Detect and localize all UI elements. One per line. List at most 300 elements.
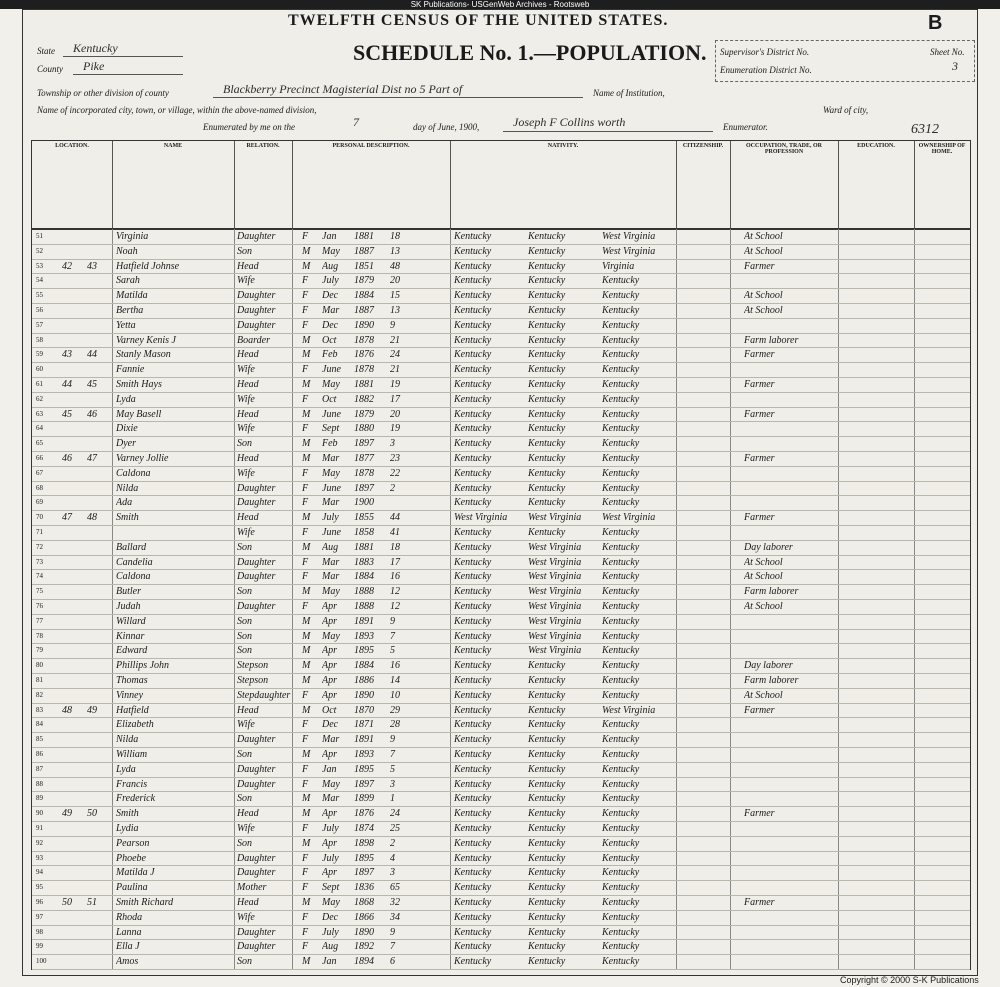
line-number: 60 [36,365,43,374]
table-row [32,584,970,600]
relation: Son [237,438,252,450]
table-row [32,288,970,304]
birthplace-mother: Kentucky [602,423,640,435]
birthplace-person: Kentucky [454,793,492,805]
relation: Stepson [237,660,269,672]
birth-year: 1887 [354,305,374,316]
person-name: Varney Jollie [116,453,169,464]
occupation: At School [744,245,783,257]
sex: F [302,497,309,509]
family-number: 48 [87,512,97,524]
sex: F [302,719,309,731]
age: 19 [390,379,400,390]
birth-year: 1897 [354,867,374,879]
township-value: Blackberry Precinct Magisterial Dist no 5 Part of [223,82,463,96]
birthplace-father: Kentucky [528,882,566,894]
sex: M [302,408,311,420]
birth-month: Apr [322,808,337,820]
birthplace-person: Kentucky [454,393,492,405]
line-number: 59 [36,350,43,359]
age: 2 [390,837,395,849]
table-row [32,895,970,911]
relation: Wife [237,467,255,479]
birthplace-father: West Virginia [528,571,582,583]
birthplace-father: Kentucky [528,231,566,242]
birthplace-mother: Kentucky [602,719,640,731]
table-row [32,865,970,881]
birthplace-person: Kentucky [454,260,492,272]
age: 3 [390,778,395,790]
sex: F [302,423,309,435]
age: 32 [390,897,400,908]
copyright: Copyright © 2000 S-K Publications [840,975,979,985]
person-name: Thomas [116,675,148,686]
relation: Wife [237,423,255,435]
table-row [32,451,970,467]
family-number: 44 [87,349,97,361]
birthplace-person: Kentucky [454,305,492,316]
birthplace-person: Kentucky [454,467,492,479]
relation: Daughter [237,556,276,568]
relation: Head [237,704,259,716]
birth-year: 1868 [354,897,374,908]
birth-month: Mar [322,453,340,464]
person-name: Ada [116,497,133,509]
line-number: 71 [36,528,43,536]
birth-year: 1876 [354,349,374,361]
relation: Son [237,956,252,968]
table-row [32,569,970,585]
relation: Head [237,349,259,361]
age: 22 [390,467,400,479]
table-row [32,555,970,571]
line-number: 54 [36,276,43,285]
age: 5 [390,763,395,775]
birth-month: Apr [322,689,337,701]
line-number: 82 [36,690,43,699]
birthplace-mother: Kentucky [602,527,640,538]
person-name: Willard [116,615,146,627]
sex: M [302,615,311,627]
occupation: Farmer [744,704,775,716]
relation: Wife [237,393,255,405]
supervisor-district-label: Supervisor's District No. [720,47,810,57]
person-name: William [116,749,148,760]
line-number: 97 [36,912,43,921]
person-name: Edward [116,645,148,657]
occupation: Farmer [744,897,775,908]
birth-year: 1851 [354,260,374,272]
enumerator-name: Joseph F Collins worth [513,115,626,129]
birthplace-mother: Kentucky [602,615,640,627]
birthplace-father: Kentucky [528,319,566,331]
page-number: 6312 [911,122,939,137]
age: 48 [390,260,400,272]
birthplace-person: Kentucky [454,837,492,849]
census-grid [31,228,971,970]
relation: Daughter [237,601,276,612]
relation: Son [237,630,252,642]
table-row [32,806,970,822]
sex: F [302,467,309,479]
birthplace-father: West Virginia [528,645,582,657]
birthplace-mother: Kentucky [602,393,640,405]
birth-year: 1877 [354,453,374,464]
birthplace-mother: Kentucky [602,319,640,331]
birth-year: 1895 [354,763,374,775]
birthplace-person: Kentucky [454,319,492,331]
sex: F [302,571,309,583]
age: 10 [390,689,400,701]
birthplace-person: Kentucky [454,897,492,908]
birthplace-father: Kentucky [528,734,566,746]
birth-year: 1871 [354,719,374,731]
line-number: 86 [36,750,43,758]
relation: Daughter [237,926,276,938]
occupation: Farmer [744,260,775,272]
occupation: Farmer [744,408,775,420]
col-name: NAME [112,141,235,229]
birthplace-mother: Kentucky [602,349,640,361]
sex: F [302,941,309,953]
birthplace-person: Kentucky [454,275,492,287]
col-relation: RELATION. [234,141,293,229]
birth-year: 1876 [354,808,374,820]
age: 1 [390,793,395,805]
birth-month: Jan [322,956,337,968]
age: 15 [390,290,400,302]
birthplace-person: Kentucky [454,660,492,672]
person-name: Smith [116,512,139,524]
line-number: 65 [36,439,43,448]
sex: M [302,660,311,672]
birth-year: 1881 [354,231,374,242]
birthplace-father: West Virginia [528,556,582,568]
family-number: 50 [87,808,97,820]
table-row [32,481,970,497]
age: 17 [390,393,400,405]
relation: Wife [237,527,255,538]
line-number: 70 [36,513,43,522]
table-row [32,318,970,334]
birthplace-father: West Virginia [528,615,582,627]
birthplace-person: Kentucky [454,704,492,716]
sex: M [302,793,311,805]
birth-year: 1890 [354,926,374,938]
birthplace-person: Kentucky [454,778,492,790]
col-citizenship: CITIZENSHIP. [676,141,731,229]
birth-year: 1886 [354,675,374,686]
sex: F [302,482,309,494]
birth-year: 1879 [354,408,374,420]
relation: Daughter [237,734,276,746]
relation: Daughter [237,763,276,775]
incorporated-label: Name of incorporated city, town, or village, within the above-named division, [37,105,317,115]
dwelling-number: 49 [62,808,72,820]
birth-month: Mar [322,305,340,316]
table-row [32,347,970,363]
family-number: 51 [87,897,97,908]
birthplace-father: Kentucky [528,334,566,346]
birth-year: 1884 [354,571,374,583]
birthplace-father: Kentucky [528,423,566,435]
sex: F [302,319,309,331]
line-number: 94 [36,868,43,877]
sex: M [302,260,311,272]
sex: F [302,527,309,538]
birthplace-father: West Virginia [528,601,582,612]
age: 14 [390,675,400,686]
person-name: Nilda [116,734,139,746]
birth-month: Oct [322,334,337,346]
occupation: At School [744,601,783,612]
table-row [32,273,970,289]
line-number: 74 [36,572,43,581]
family-number: 49 [87,704,97,716]
age: 20 [390,408,400,420]
occupation: Day laborer [744,660,793,672]
person-name: Virginia [116,231,149,242]
sex: F [302,911,309,923]
line-number: 100 [36,957,47,966]
birth-month: June [322,408,341,420]
census-sheet [22,9,978,976]
birthplace-person: Kentucky [454,423,492,435]
relation: Son [237,615,252,627]
age: 9 [390,615,395,627]
line-number: 61 [36,380,43,388]
dwelling-number: 47 [62,512,72,524]
line-number: 73 [36,557,43,566]
birth-year: 1882 [354,393,374,405]
age: 6 [390,956,395,968]
dwelling-number: 44 [62,379,72,390]
person-name: Vinney [116,689,144,701]
birthplace-mother: Kentucky [602,749,640,760]
birthplace-mother: Kentucky [602,556,640,568]
line-number: 55 [36,291,43,300]
birthplace-person: Kentucky [454,911,492,923]
relation: Head [237,897,259,908]
relation: Daughter [237,778,276,790]
enumerated-mid: day of June, 1900, [413,122,480,132]
person-name: Lydia [116,823,139,834]
birthplace-mother: Kentucky [602,793,640,805]
birth-month: Apr [322,867,337,879]
birthplace-father: Kentucky [528,497,566,509]
birthplace-father: Kentucky [528,675,566,686]
person-name: Smith Richard [116,897,174,908]
line-number: 56 [36,306,43,314]
birthplace-mother: Kentucky [602,689,640,701]
relation: Head [237,260,259,272]
relation: Wife [237,719,255,731]
sex: M [302,645,311,657]
birthplace-mother: Kentucky [602,379,640,390]
birth-month: Dec [322,719,339,731]
relation: Head [237,408,259,420]
family-number: 46 [87,408,97,420]
sex: M [302,453,311,464]
table-row [32,421,970,437]
table-row [32,599,970,615]
census-title: TWELFTH CENSUS OF THE UNITED STATES. [288,12,669,29]
birthplace-person: Kentucky [454,719,492,731]
sex: F [302,556,309,568]
line-number: 81 [36,676,43,684]
birth-month: Mar [322,734,340,746]
birthplace-person: Kentucky [454,527,492,538]
birth-year: 1870 [354,704,374,716]
occupation: At School [744,305,783,316]
person-name: Phoebe [116,852,146,864]
relation: Son [237,245,252,257]
birthplace-mother: Kentucky [602,926,640,938]
birthplace-mother: Kentucky [602,601,640,612]
person-name: Hatfield [116,704,149,716]
relation: Head [237,379,259,390]
occupation: Day laborer [744,541,793,553]
birth-month: July [322,275,339,287]
age: 28 [390,719,400,731]
person-name: May Basell [116,408,162,420]
relation: Daughter [237,305,276,316]
birth-year: 1895 [354,645,374,657]
age: 2 [390,482,395,494]
age: 13 [390,245,400,257]
birthplace-mother: Kentucky [602,305,640,316]
family-number: 43 [87,260,97,272]
age: 5 [390,645,395,657]
person-name: Varney Kenis J [116,334,176,346]
dwelling-number: 48 [62,704,72,716]
birth-year: 1888 [354,586,374,598]
birthplace-father: Kentucky [528,911,566,923]
township-label: Township or other division of county [37,88,169,98]
line-number: 98 [36,927,43,936]
table-row [32,939,970,955]
birthplace-mother: Kentucky [602,882,640,894]
birthplace-mother: Kentucky [602,275,640,287]
line-number: 96 [36,898,43,906]
line-number: 69 [36,498,43,507]
birth-month: May [322,379,340,390]
line-number: 72 [36,542,43,551]
line-number: 75 [36,587,43,596]
birthplace-mother: Kentucky [602,290,640,302]
birthplace-father: Kentucky [528,763,566,775]
age: 3 [390,867,395,879]
birthplace-person: Kentucky [454,497,492,509]
birthplace-person: Kentucky [454,556,492,568]
birthplace-mother: West Virginia [602,704,656,716]
dwelling-number: 43 [62,349,72,361]
birthplace-father: West Virginia [528,541,582,553]
line-number: 93 [36,853,43,862]
table-row [32,688,970,704]
line-number: 68 [36,483,43,492]
dwelling-number: 46 [62,453,72,464]
birthplace-person: Kentucky [454,675,492,686]
birthplace-father: Kentucky [528,749,566,760]
birthplace-father: Kentucky [528,260,566,272]
occupation: Farm laborer [744,675,799,686]
age: 18 [390,541,400,553]
birth-month: Apr [322,837,337,849]
birthplace-person: Kentucky [454,956,492,968]
age: 41 [390,527,400,538]
table-row [32,407,970,423]
birthplace-father: Kentucky [528,897,566,908]
person-name: Judah [116,601,141,612]
table-row [32,880,970,896]
birthplace-mother: Kentucky [602,586,640,598]
table-row [32,658,970,674]
person-name: Francis [116,778,148,790]
relation: Son [237,749,252,760]
table-row [32,836,970,852]
sex: F [302,926,309,938]
birthplace-mother: Kentucky [602,823,640,834]
birthplace-mother: Kentucky [602,763,640,775]
table-row [32,259,970,275]
institution-label: Name of Institution, [593,88,665,98]
sex: F [302,867,309,879]
person-name: Dixie [116,423,138,435]
table-row [32,629,970,645]
birth-year: 1893 [354,749,374,760]
table-row [32,525,970,541]
age: 21 [390,334,400,346]
birthplace-father: Kentucky [528,482,566,494]
table-row [32,510,970,526]
sex: M [302,630,311,642]
sex: M [302,956,311,968]
birthplace-person: West Virginia [454,512,508,524]
sex: M [302,438,311,450]
birthplace-mother: Kentucky [602,645,640,657]
sex: M [302,704,311,716]
person-name: Amos [116,956,139,968]
table-row [32,540,970,556]
birth-month: Jan [322,763,337,775]
birthplace-mother: Kentucky [602,734,640,746]
birthplace-mother: Kentucky [602,867,640,879]
county-value: Pike [83,59,105,73]
age: 29 [390,704,400,716]
birth-year: 1899 [354,793,374,805]
birth-month: Apr [322,660,337,672]
line-number: 67 [36,468,43,477]
sex: M [302,245,311,257]
enumerated-day: 7 [353,115,359,129]
birthplace-person: Kentucky [454,615,492,627]
birth-year: 1858 [354,527,374,538]
birthplace-person: Kentucky [454,541,492,553]
person-name: Nilda [116,482,139,494]
birth-year: 1836 [354,882,374,894]
table-row [32,377,970,393]
birth-year: 1855 [354,512,374,524]
birth-year: 1880 [354,423,374,435]
col-location: LOCATION. [32,141,113,229]
birthplace-father: Kentucky [528,393,566,405]
birthplace-father: Kentucky [528,793,566,805]
birth-year: 1891 [354,734,374,746]
relation: Daughter [237,941,276,953]
sheet-no-label: Sheet No. [930,47,965,57]
age: 65 [390,882,400,894]
